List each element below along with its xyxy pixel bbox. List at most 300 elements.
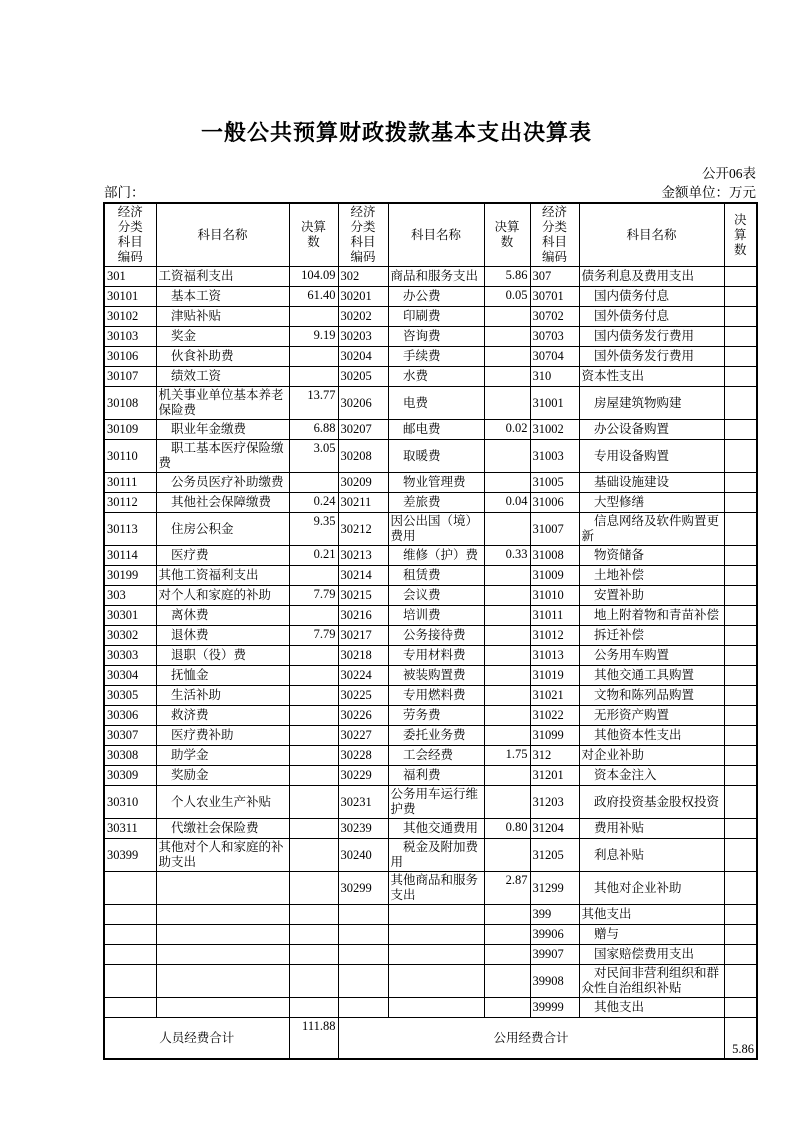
name-cell <box>156 905 289 925</box>
code-cell: 31001 <box>530 387 579 420</box>
code-cell: 30216 <box>338 606 388 626</box>
code-cell: 31022 <box>530 706 579 726</box>
value-cell <box>484 998 530 1018</box>
value-cell <box>724 965 757 998</box>
name-cell: 物资储备 <box>579 546 724 566</box>
code-cell: 31203 <box>530 786 579 819</box>
value-cell <box>484 726 530 746</box>
name-cell: 办公费 <box>388 287 484 307</box>
value-cell <box>724 905 757 925</box>
name-cell: 劳务费 <box>388 706 484 726</box>
name-cell: 工会经费 <box>388 746 484 766</box>
value-cell <box>484 686 530 706</box>
code-cell: 31299 <box>530 872 579 905</box>
value-cell <box>724 945 757 965</box>
value-cell <box>289 686 338 706</box>
value-cell: 6.88 <box>289 420 338 440</box>
name-cell <box>388 905 484 925</box>
public-total-value: 5.86 <box>724 1018 757 1060</box>
name-cell: 培训费 <box>388 606 484 626</box>
name-cell: 对民间非营利组织和群众性自治组织补贴 <box>579 965 724 998</box>
value-cell: 7.79 <box>289 586 338 606</box>
table-row <box>104 440 757 473</box>
code-cell: 31010 <box>530 586 579 606</box>
value-cell <box>289 706 338 726</box>
code-cell: 31011 <box>530 606 579 626</box>
table-row <box>104 493 757 513</box>
value-cell <box>724 706 757 726</box>
table-row <box>104 746 757 766</box>
code-cell: 30209 <box>338 473 388 493</box>
code-cell: 31021 <box>530 686 579 706</box>
header-row <box>104 203 757 267</box>
code-cell <box>338 945 388 965</box>
value-cell <box>724 546 757 566</box>
code-cell: 30218 <box>338 646 388 666</box>
code-cell: 30704 <box>530 347 579 367</box>
code-cell: 30107 <box>104 367 156 387</box>
value-cell <box>484 839 530 872</box>
code-cell: 30308 <box>104 746 156 766</box>
code-cell: 302 <box>338 267 388 287</box>
unit-label: 金额单位：万元 <box>661 185 756 200</box>
code-cell: 303 <box>104 586 156 606</box>
name-cell: 公务用车购置 <box>579 646 724 666</box>
name-cell: 其他交通工具购置 <box>579 666 724 686</box>
code-cell: 30206 <box>338 387 388 420</box>
value-cell <box>484 367 530 387</box>
code-cell: 307 <box>530 267 579 287</box>
name-cell: 无形资产购置 <box>579 706 724 726</box>
code-cell: 30307 <box>104 726 156 746</box>
table-row <box>104 686 757 706</box>
code-cell: 30302 <box>104 626 156 646</box>
code-cell: 30299 <box>338 872 388 905</box>
code-cell: 30224 <box>338 666 388 686</box>
code-cell: 39999 <box>530 998 579 1018</box>
value-cell <box>724 872 757 905</box>
name-cell: 医疗费 <box>156 546 289 566</box>
value-cell <box>484 327 530 347</box>
code-cell: 30103 <box>104 327 156 347</box>
name-cell: 租赁费 <box>388 566 484 586</box>
name-cell: 其他商品和服务支出 <box>388 872 484 905</box>
table-row <box>104 925 757 945</box>
name-cell: 国内债务付息 <box>579 287 724 307</box>
value-cell <box>724 606 757 626</box>
value-cell <box>289 819 338 839</box>
code-cell: 31009 <box>530 566 579 586</box>
value-cell <box>724 493 757 513</box>
name-cell: 咨询费 <box>388 327 484 347</box>
value-cell <box>289 746 338 766</box>
name-cell: 其他支出 <box>579 905 724 925</box>
value-cell: 5.86 <box>484 267 530 287</box>
value-cell <box>724 626 757 646</box>
name-cell <box>388 965 484 998</box>
value-cell: 9.35 <box>289 513 338 546</box>
code-cell <box>338 965 388 998</box>
name-cell: 公务用车运行维护费 <box>388 786 484 819</box>
name-cell: 国外债务付息 <box>579 307 724 327</box>
name-cell: 国家赔偿费用支出 <box>579 945 724 965</box>
name-cell: 土地补偿 <box>579 566 724 586</box>
name-cell: 资本金注入 <box>579 766 724 786</box>
code-cell: 30239 <box>338 819 388 839</box>
code-cell: 31002 <box>530 420 579 440</box>
value-cell <box>289 965 338 998</box>
name-cell: 商品和服务支出 <box>388 267 484 287</box>
code-cell: 30703 <box>530 327 579 347</box>
table-row <box>104 646 757 666</box>
name-cell: 住房公积金 <box>156 513 289 546</box>
code-cell: 30229 <box>338 766 388 786</box>
value-cell <box>724 786 757 819</box>
table-row <box>104 367 757 387</box>
personnel-total-label: 人员经费合计 <box>104 1018 289 1060</box>
table-number: 公开06表 <box>702 166 756 181</box>
value-cell <box>484 566 530 586</box>
name-cell <box>156 945 289 965</box>
value-cell: 61.40 <box>289 287 338 307</box>
name-cell: 助学金 <box>156 746 289 766</box>
name-cell: 退休费 <box>156 626 289 646</box>
value-header: 决算数 <box>289 203 338 267</box>
table-row <box>104 766 757 786</box>
name-cell: 安置补助 <box>579 586 724 606</box>
value-cell <box>484 440 530 473</box>
table-row <box>104 513 757 546</box>
expenditure-table <box>103 202 758 1060</box>
name-cell: 其他社会保障缴费 <box>156 493 289 513</box>
code-cell <box>338 925 388 945</box>
value-cell <box>484 706 530 726</box>
name-cell: 邮电费 <box>388 420 484 440</box>
code-cell: 30212 <box>338 513 388 546</box>
name-cell: 基本工资 <box>156 287 289 307</box>
name-cell: 救济费 <box>156 706 289 726</box>
value-header: 决算数 <box>724 203 757 267</box>
value-cell <box>289 367 338 387</box>
name-cell: 其他交通费用 <box>388 819 484 839</box>
value-cell <box>289 998 338 1018</box>
code-cell: 30228 <box>338 746 388 766</box>
name-cell: 职业年金缴费 <box>156 420 289 440</box>
value-cell <box>484 473 530 493</box>
value-cell <box>484 786 530 819</box>
name-cell: 物业管理费 <box>388 473 484 493</box>
code-cell: 312 <box>530 746 579 766</box>
value-cell <box>484 646 530 666</box>
name-cell: 文物和陈列品购置 <box>579 686 724 706</box>
name-cell: 其他对个人和家庭的补助支出 <box>156 839 289 872</box>
value-cell <box>289 839 338 872</box>
table-row <box>104 965 757 998</box>
code-cell <box>104 998 156 1018</box>
value-cell: 0.24 <box>289 493 338 513</box>
value-cell: 0.04 <box>484 493 530 513</box>
value-cell <box>724 347 757 367</box>
name-cell <box>156 965 289 998</box>
name-cell: 代缴社会保险费 <box>156 819 289 839</box>
code-cell: 30310 <box>104 786 156 819</box>
code-cell: 31007 <box>530 513 579 546</box>
code-cell: 30202 <box>338 307 388 327</box>
value-cell <box>724 839 757 872</box>
name-cell: 因公出国（境）费用 <box>388 513 484 546</box>
name-cell: 资本性支出 <box>579 367 724 387</box>
code-cell: 30106 <box>104 347 156 367</box>
name-header: 科目名称 <box>156 203 289 267</box>
code-cell: 30702 <box>530 307 579 327</box>
department-label: 部门： <box>104 185 145 200</box>
code-cell: 30305 <box>104 686 156 706</box>
name-cell: 委托业务费 <box>388 726 484 746</box>
value-cell <box>289 726 338 746</box>
value-cell <box>484 606 530 626</box>
name-cell: 税金及附加费用 <box>388 839 484 872</box>
value-cell <box>484 586 530 606</box>
name-cell: 国外债务发行费用 <box>579 347 724 367</box>
table-row <box>104 287 757 307</box>
name-cell <box>156 925 289 945</box>
value-cell <box>289 307 338 327</box>
code-cell: 30199 <box>104 566 156 586</box>
table-row <box>104 566 757 586</box>
code-cell: 30240 <box>338 839 388 872</box>
value-cell <box>289 905 338 925</box>
value-cell <box>724 566 757 586</box>
value-cell <box>724 267 757 287</box>
code-cell: 30399 <box>104 839 156 872</box>
value-cell: 0.80 <box>484 819 530 839</box>
code-cell: 30111 <box>104 473 156 493</box>
name-cell: 工资福利支出 <box>156 267 289 287</box>
name-cell <box>388 998 484 1018</box>
table-row <box>104 819 757 839</box>
name-cell: 会议费 <box>388 586 484 606</box>
table-foot <box>104 1018 757 1060</box>
value-cell <box>289 473 338 493</box>
code-header: 经济分类科目编码 <box>530 203 579 267</box>
name-cell: 专用燃料费 <box>388 686 484 706</box>
name-cell: 办公设备购置 <box>579 420 724 440</box>
name-cell: 基础设施建设 <box>579 473 724 493</box>
value-cell <box>484 666 530 686</box>
totals-row <box>104 1018 757 1060</box>
table-row <box>104 872 757 905</box>
name-cell: 对企业补助 <box>579 746 724 766</box>
page-title: 一般公共预算财政拨款基本支出决算表 <box>200 120 592 145</box>
code-cell: 30205 <box>338 367 388 387</box>
table-row <box>104 473 757 493</box>
value-cell <box>289 606 338 626</box>
name-header: 科目名称 <box>579 203 724 267</box>
code-cell: 31008 <box>530 546 579 566</box>
name-cell: 医疗费补助 <box>156 726 289 746</box>
public-total-label: 公用经费合计 <box>338 1018 724 1060</box>
name-cell <box>156 872 289 905</box>
name-cell: 津贴补贴 <box>156 307 289 327</box>
code-cell: 30203 <box>338 327 388 347</box>
name-cell: 伙食补助费 <box>156 347 289 367</box>
table-row <box>104 839 757 872</box>
table-row <box>104 998 757 1018</box>
code-cell: 30701 <box>530 287 579 307</box>
value-cell: 104.09 <box>289 267 338 287</box>
name-cell: 其他支出 <box>579 998 724 1018</box>
value-cell <box>724 287 757 307</box>
code-cell: 31204 <box>530 819 579 839</box>
table-row <box>104 786 757 819</box>
value-cell <box>724 307 757 327</box>
code-cell: 30301 <box>104 606 156 626</box>
code-cell: 31013 <box>530 646 579 666</box>
name-cell: 抚恤金 <box>156 666 289 686</box>
table-row <box>104 307 757 327</box>
code-cell: 31205 <box>530 839 579 872</box>
code-cell: 31201 <box>530 766 579 786</box>
name-header: 科目名称 <box>388 203 484 267</box>
value-cell <box>289 766 338 786</box>
value-cell <box>484 766 530 786</box>
code-cell <box>104 872 156 905</box>
name-cell: 利息补贴 <box>579 839 724 872</box>
code-cell: 39908 <box>530 965 579 998</box>
value-cell <box>724 387 757 420</box>
code-cell <box>104 965 156 998</box>
name-cell <box>388 945 484 965</box>
name-cell: 奖励金 <box>156 766 289 786</box>
value-cell <box>289 925 338 945</box>
name-cell: 水费 <box>388 367 484 387</box>
code-cell: 30311 <box>104 819 156 839</box>
name-cell: 专用材料费 <box>388 646 484 666</box>
value-cell <box>289 347 338 367</box>
value-cell: 1.75 <box>484 746 530 766</box>
value-cell <box>484 307 530 327</box>
code-cell: 30208 <box>338 440 388 473</box>
value-cell <box>724 925 757 945</box>
code-cell: 30306 <box>104 706 156 726</box>
name-cell: 奖金 <box>156 327 289 347</box>
name-cell: 地上附着物和青苗补偿 <box>579 606 724 626</box>
code-cell: 30112 <box>104 493 156 513</box>
value-cell <box>724 513 757 546</box>
name-cell: 其他资本性支出 <box>579 726 724 746</box>
code-cell: 30113 <box>104 513 156 546</box>
personnel-total-value: 111.88 <box>289 1018 338 1060</box>
name-cell: 其他工资福利支出 <box>156 566 289 586</box>
value-cell <box>289 872 338 905</box>
value-cell: 3.05 <box>289 440 338 473</box>
value-cell <box>724 998 757 1018</box>
code-cell: 31012 <box>530 626 579 646</box>
code-cell <box>104 905 156 925</box>
value-cell: 13.77 <box>289 387 338 420</box>
code-cell: 30225 <box>338 686 388 706</box>
value-cell: 0.33 <box>484 546 530 566</box>
value-cell: 7.79 <box>289 626 338 646</box>
table-row <box>104 945 757 965</box>
code-cell: 399 <box>530 905 579 925</box>
table-row <box>104 726 757 746</box>
value-cell <box>724 440 757 473</box>
value-cell <box>484 925 530 945</box>
value-cell <box>724 420 757 440</box>
value-cell <box>484 347 530 367</box>
code-cell: 30213 <box>338 546 388 566</box>
value-cell <box>724 726 757 746</box>
name-cell: 公务接待费 <box>388 626 484 646</box>
code-cell: 30215 <box>338 586 388 606</box>
table-row <box>104 606 757 626</box>
name-cell: 赠与 <box>579 925 724 945</box>
code-cell <box>338 998 388 1018</box>
table-row <box>104 420 757 440</box>
value-cell <box>289 646 338 666</box>
table-row <box>104 546 757 566</box>
code-cell: 39906 <box>530 925 579 945</box>
value-cell: 0.05 <box>484 287 530 307</box>
code-cell: 30114 <box>104 546 156 566</box>
name-cell: 信息网络及软件购置更新 <box>579 513 724 546</box>
name-cell: 差旅费 <box>388 493 484 513</box>
code-cell: 31003 <box>530 440 579 473</box>
value-cell <box>724 746 757 766</box>
code-cell: 30226 <box>338 706 388 726</box>
value-cell <box>484 965 530 998</box>
value-cell <box>724 666 757 686</box>
code-cell: 30109 <box>104 420 156 440</box>
table-row <box>104 666 757 686</box>
name-cell <box>156 998 289 1018</box>
value-cell: 0.21 <box>289 546 338 566</box>
code-cell: 30102 <box>104 307 156 327</box>
value-cell <box>724 819 757 839</box>
name-cell: 国内债务发行费用 <box>579 327 724 347</box>
code-cell: 30309 <box>104 766 156 786</box>
table-row <box>104 347 757 367</box>
value-cell <box>724 646 757 666</box>
name-cell: 维修（护）费 <box>388 546 484 566</box>
table-row <box>104 626 757 646</box>
code-header: 经济分类科目编码 <box>104 203 156 267</box>
name-cell: 生活补助 <box>156 686 289 706</box>
name-cell: 对个人和家庭的补助 <box>156 586 289 606</box>
code-cell: 30227 <box>338 726 388 746</box>
name-cell: 电费 <box>388 387 484 420</box>
name-cell: 离休费 <box>156 606 289 626</box>
value-cell <box>289 945 338 965</box>
code-cell: 30304 <box>104 666 156 686</box>
code-cell: 31099 <box>530 726 579 746</box>
code-header: 经济分类科目编码 <box>338 203 388 267</box>
value-cell <box>724 766 757 786</box>
table-row <box>104 905 757 925</box>
value-cell <box>484 513 530 546</box>
value-cell: 9.19 <box>289 327 338 347</box>
name-cell: 手续费 <box>388 347 484 367</box>
value-cell: 2.87 <box>484 872 530 905</box>
code-cell: 39907 <box>530 945 579 965</box>
name-cell: 机关事业单位基本养老保险费 <box>156 387 289 420</box>
code-cell: 30231 <box>338 786 388 819</box>
name-cell: 取暖费 <box>388 440 484 473</box>
code-cell: 30110 <box>104 440 156 473</box>
value-cell <box>484 945 530 965</box>
code-cell: 30101 <box>104 287 156 307</box>
